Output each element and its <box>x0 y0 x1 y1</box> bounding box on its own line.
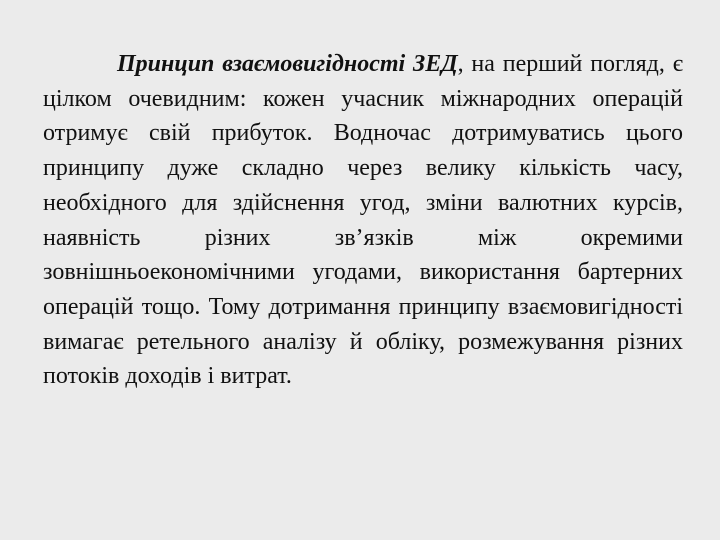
body-paragraph <box>43 47 683 394</box>
paragraph-text: , на перший погляд, є цілком очевидним: кожен учасник міжнародних операцій отримує свій прибуток. Водночас дотримуватись цього принципу дуже складно через велику кількість часу, необхідного для здійснення угод, зміни валютних курсів, наявність різних зв’язків між окремими зовнішньоекономічними угодами, використання бартерних операцій тощо. Тому дотримання принципу взаємовигідності вимагає ретельного аналізу й обліку, розмежування різних потоків доходів і витрат. <box>43 51 684 390</box>
principle-term: Принцип взаємовигідності ЗЕД <box>117 51 458 77</box>
